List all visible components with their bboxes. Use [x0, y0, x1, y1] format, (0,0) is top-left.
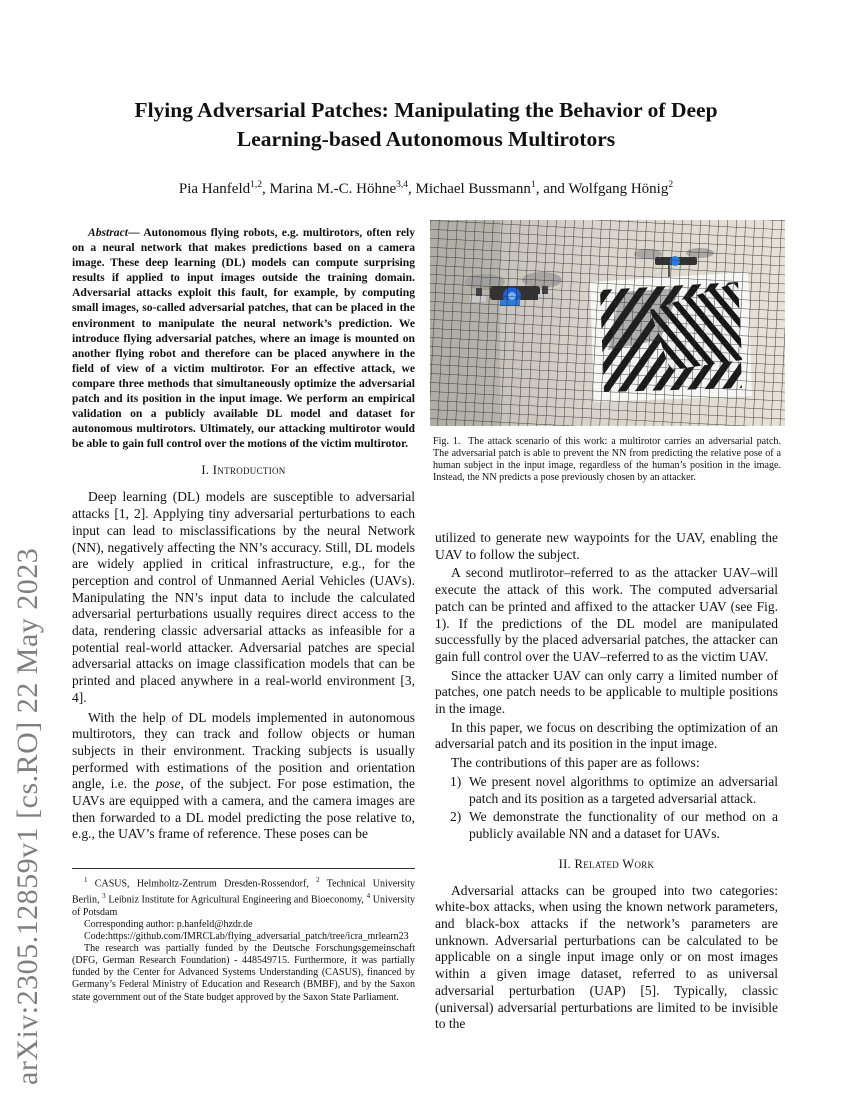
- author-name: , and Wolfgang Hönig: [535, 181, 669, 197]
- right-paragraph-1: utilized to generate new waypoints for the UAV, enabling the UAV to follow the subject.: [435, 530, 778, 562]
- affiliation-4: University of Potsdam: [72, 894, 415, 918]
- right-paragraph-2: A second mutlirotor–referred to as the attacker UAV–will execute the attack of this work. The computed adversarial patch can be printed and affixed to the attacker UAV (see Fig. 1). If the predictions of the DL model are manipulated successfully by the placed adversarial patches, the attacker can gain full control over the UAV–referred to as the victim UAV.: [435, 565, 778, 664]
- figure-1-photo: [430, 220, 785, 426]
- right-paragraph-5: The contributions of this paper are as follows:: [451, 755, 700, 771]
- intro-paragraph-1: Deep learning (DL) models are susceptible to adversarial attacks [1, 2]. Applying tiny adversarial perturbations to each input can lead to misclassifications by the neural Network (NN), negatively affecting the NN’s accuracy. Still, DL models are widely applied in critical infrastructure, e.g., for the perception and control of Unmanned Aerial Vehicles (UAVs). Manipulating the NN’s input data to include the calculated adversarial perturbations usually requires direct access to the data, rendering classic adversarial attacks as infeasible for a potential real-world attacker. Adversarial patches are special adversarial attacks on image classification models that can be printed and placed anywhere in a real-world environment [3, 4].: [72, 489, 415, 705]
- intro-paragraph-2-text-b: , of the subject. For pose estimation, the UAVs are equipped with a camera, and the camera images are then forwarded to a DL model predicting the pose relative to, e.g., the UAV’s frame of reference. These poses can be: [72, 776, 415, 842]
- left-column: [72, 225, 415, 843]
- figure-1-caption: [433, 436, 781, 484]
- right-paragraph-4: In this paper, we focus on describing the optimization of an adversarial patch and its position in the input image.: [435, 719, 778, 752]
- footnotes: [72, 868, 415, 1004]
- author-affiliation: 1,2: [250, 180, 262, 190]
- list-text: We demonstrate the functionality of our method on a publicly available NN and a dataset for UAVs.: [469, 809, 778, 841]
- right-paragraph-3: Since the attacker UAV can only carry a limited number of patches, one patch needs to be applicable to multiple positions in the image.: [435, 667, 778, 717]
- list-number: 2): [450, 809, 462, 825]
- list-number: 1): [450, 773, 462, 789]
- title-line-2: Learning-based Autonomous Multirotors: [236, 127, 616, 151]
- footnote-marker: 3: [102, 892, 106, 901]
- funding-note: The research was partially funded by the Deutsche Forschungsgemeinschaft (DFG, German Research Foundation) - 448549715. Furthermore, it was partially funded by the Center for Advanced Systems Understanding (CASUS), financed by Germany’s Federal Ministry of Education and Research (BMBF), and by the Saxon state government out of the State budget approved by the Saxon State Parliament.: [72, 943, 415, 1003]
- author-list: [60, 176, 792, 198]
- intro-paragraph-2-emphasis: pose: [155, 776, 181, 792]
- title-line-1: Flying Adversarial Patches: Manipulating the Behavior of Deep: [134, 98, 718, 122]
- footnote-marker: 4: [366, 892, 371, 901]
- list-item: [435, 809, 778, 842]
- author-name: Pia Hanfeld: [178, 181, 251, 197]
- affiliation-1: CASUS, Helmholtz-Zentrum Dresden-Rossendorf,: [87, 878, 317, 890]
- footnote-marker: 2: [316, 876, 320, 884]
- corresponding-author: Corresponding author: p.hanfeld@hzdr.de: [84, 918, 253, 930]
- author-name: , Michael Bussmann: [408, 181, 531, 197]
- affiliations-footnote: [72, 874, 415, 919]
- author-affiliation: 3,4: [396, 180, 409, 190]
- list-item: [435, 774, 778, 807]
- section-heading-introduction: I. Introduction: [201, 463, 286, 478]
- paper-title: [90, 96, 762, 154]
- list-text: We present novel algorithms to optimize an adversarial patch and its position as a targeted adversarial attack.: [469, 773, 778, 806]
- abstract: [72, 225, 415, 451]
- related-work-paragraph: Adversarial attacks can be grouped into two categories: white-box attacks, when using the known network parameters, and black-box attacks if the network’s parameters are unknown. Adversarial perturbations can be calculated to be applicable on a single input image only or on most images within a given image dataset, referred to as universal adversarial perturbation (UAP) [5]. Typically, classic (universal) adversarial perturbations are limited to be invisible to the: [435, 882, 778, 1032]
- arxiv-identifier: arXiv:2305.12859v1 [cs.RO] 22 May 2023: [11, 547, 44, 1085]
- section-heading-related-work: II. Related Work: [558, 856, 655, 871]
- abstract-text: Autonomous flying robots, e.g. multirotors, often rely on a neural network that makes predictions based on a camera image. These deep learning (DL) models can compute surprising results if applied to input images outside the training domain. Adversarial attacks exploit this fault, for example, by computing small images, so-called adversarial patches, that can be placed in the environment to manipulate the neural network’s prediction. We introduce flying adversarial patches, where an image is mounted on another flying robot and therefore can be placed anywhere in the field of view of a victim multirotor. For an effective attack, we compare three methods that simultaneously optimize the adversarial patch and its position in the input image. We perform an empirical validation on a publicly available DL model and dataset for autonomous multirotors. Ultimately, our attacking multirotor would be able to gain full control over the motions of the victim multirotor.: [72, 226, 415, 451]
- intro-paragraph-2-text-a: With the help of DL models implemented in autonomous multirotors, they can track and follow objects or human subjects in their environment. Tracking subjects is usually performed with estimations of the position and orientation angle, i.e. the: [72, 709, 415, 792]
- affiliation-3: Leibniz Institute for Agricultural Engineering and Bioeconomy,: [105, 894, 367, 906]
- figure-caption-text: The attack scenario of this work: a multirotor carries an adversarial patch. The adversarial patch is able to prevent the NN from predicting the relative pose of a human subject in the input image, regardless of the human’s position in the image. Instead, the NN predicts a pose previously chosen by an attacker.: [433, 436, 781, 484]
- abstract-label: Abstract: [88, 226, 128, 239]
- intro-paragraph-2: [72, 710, 415, 844]
- code-link[interactable]: Code:https://github.com/IMRCLab/flying_adversarial_patch/tree/icra_mrlearn23: [84, 931, 409, 943]
- affiliation-2: Technical University Berlin,: [72, 878, 415, 906]
- footnote-marker: 1: [84, 876, 88, 884]
- author-affiliation: 1: [530, 180, 536, 190]
- author-affiliation: 2: [668, 180, 674, 190]
- contributions-list: [435, 774, 778, 843]
- right-column: [435, 530, 778, 1033]
- figure-label: Fig. 1.: [433, 436, 461, 447]
- author-name: , Marina M.-C. Höhne: [262, 181, 397, 197]
- abstract-dash: —: [127, 226, 144, 239]
